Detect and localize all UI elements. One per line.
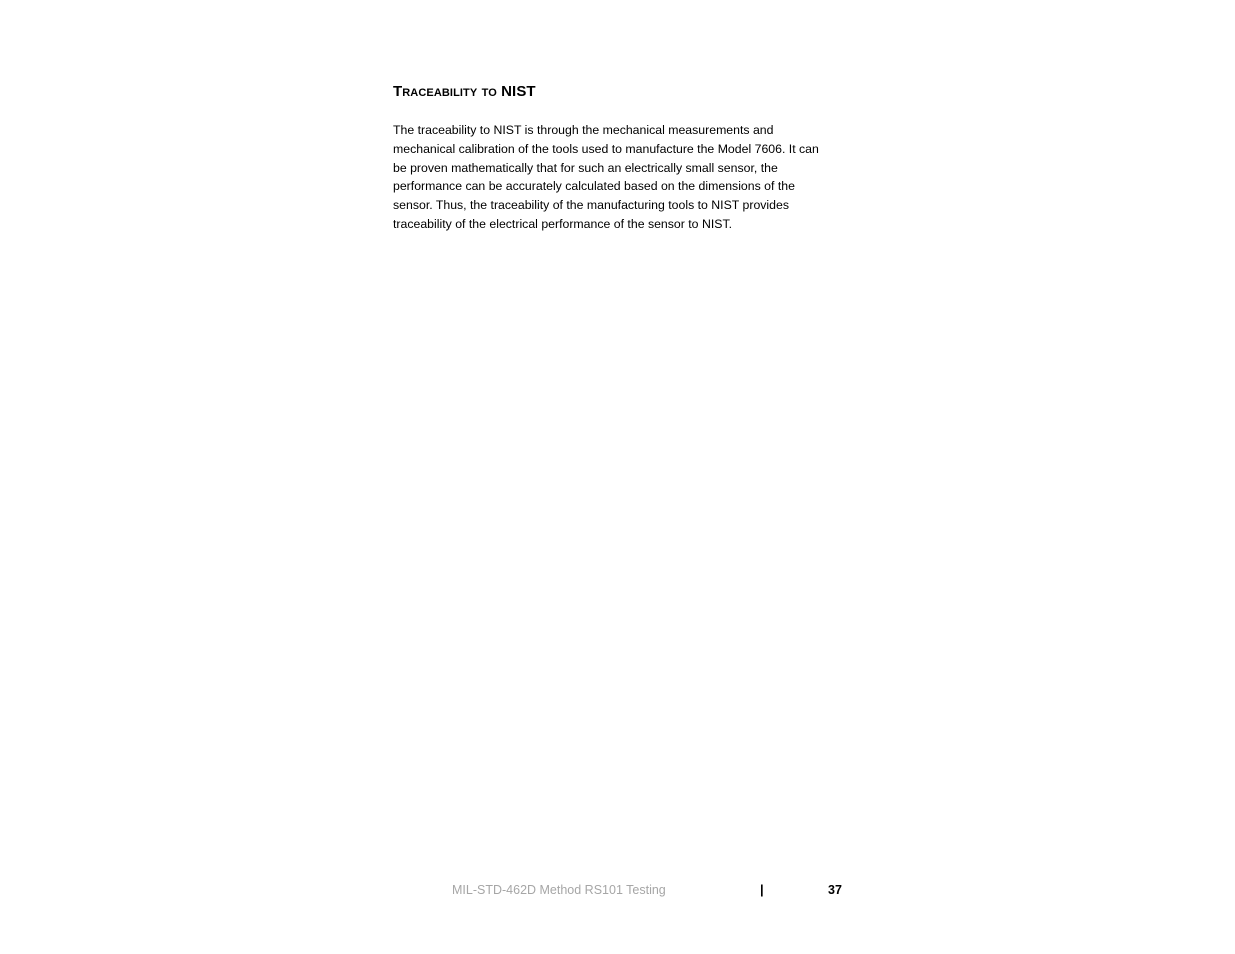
paragraph-line: be proven mathematically that for such an electrically small sensor, the [393,160,778,175]
footer-divider: | [760,882,764,897]
footer-document-title: MIL-STD-462D Method RS101 Testing [452,883,666,897]
section-heading: Traceability to NIST [393,83,536,100]
paragraph-line: mechanical calibration of the tools used to manufacture the Model 7606. It can [393,141,819,156]
paragraph-line: traceability of the electrical performance of the sensor to NIST. [393,216,733,231]
paragraph-line: The traceability to NIST is through the mechanical measurements and [393,123,774,137]
paragraph-line: sensor. Thus, the traceability of the manufacturing tools to NIST provides [393,198,789,213]
paragraph-line: performance can be accurately calculated based on the dimensions of the [393,179,795,194]
footer-page-number: 37 [828,883,842,897]
body-paragraph [393,121,833,234]
